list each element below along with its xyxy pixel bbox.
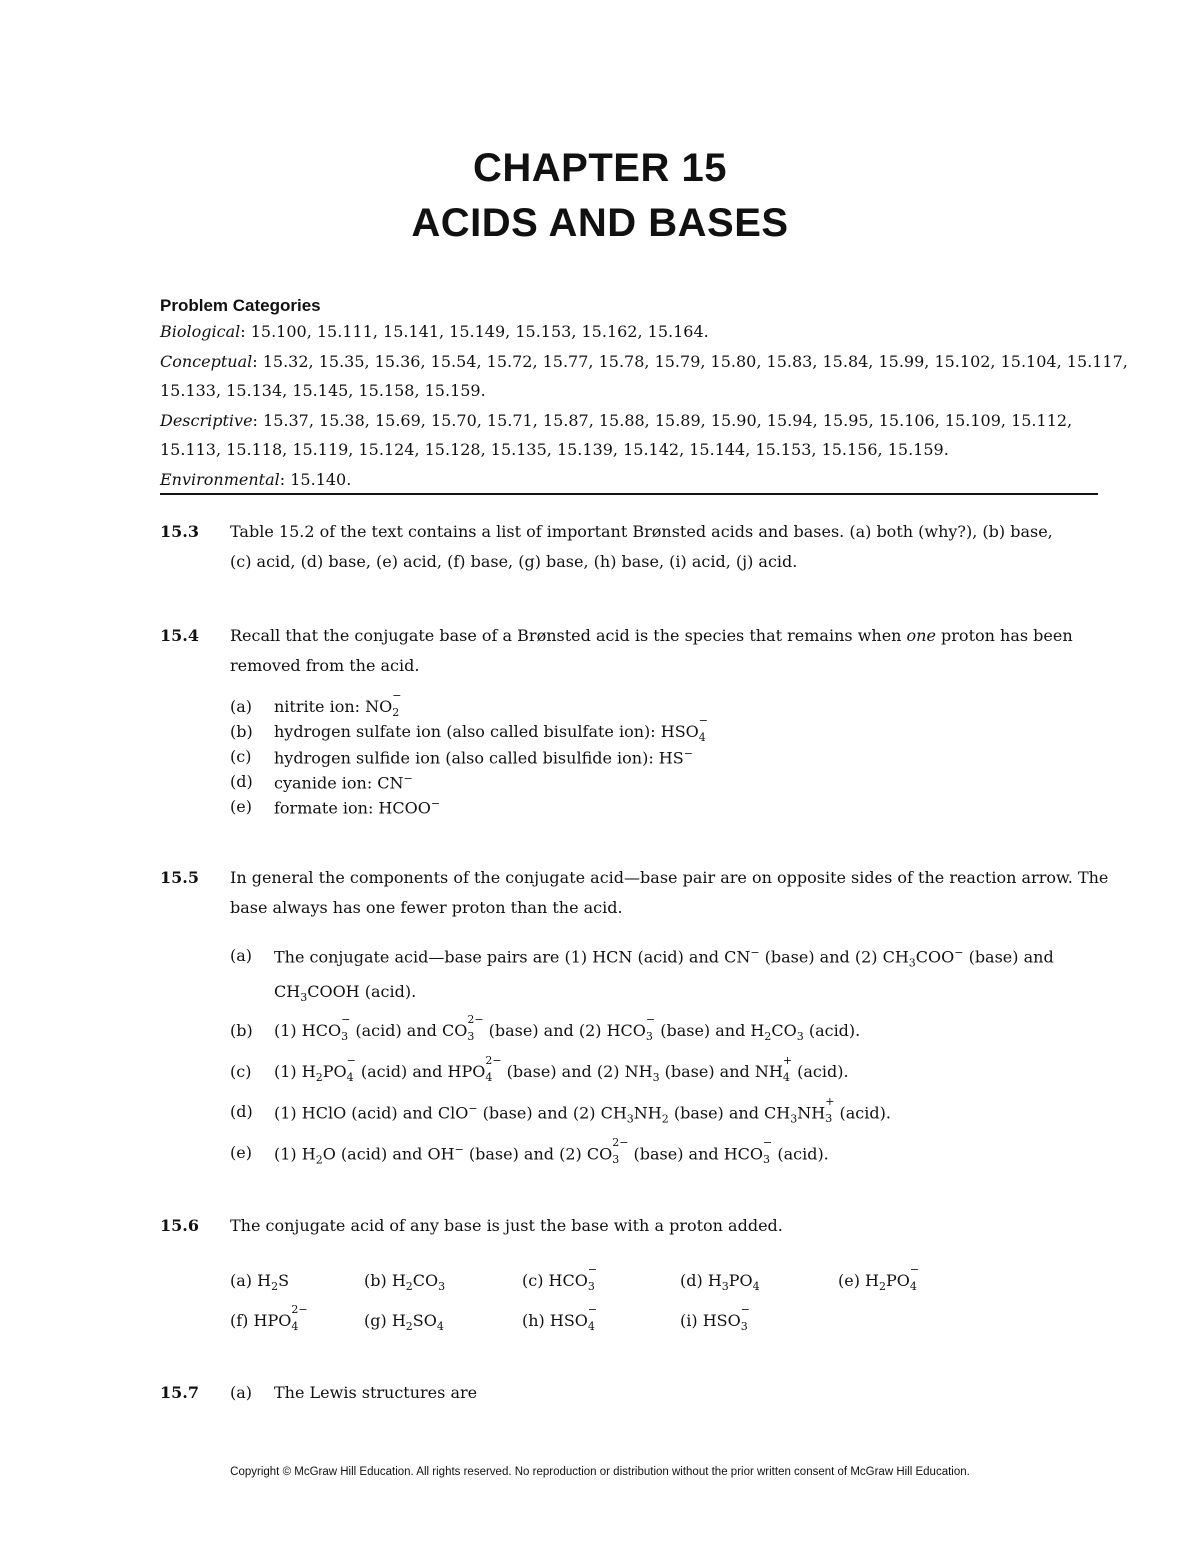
list-item: (1) HCO − 3 (acid) and CO 2− 3 (base) and (2) HCO − 3 (base) and $H_2CO_3$ (acid). (274, 1013, 861, 1044)
list-item: The conjugate acid—base pairs are (1) HCN (acid) and CN− (base) and (2) $CH_3COO^-$ (base) and (274, 946, 1054, 970)
problem-15-4-number: 15.4 (160, 626, 199, 645)
descriptive-line-2: 15.113, 15.118, 15.119, 15.124, 15.128, 15.135, 15.139, 15.142, 15.144, 15.153, 15.156, 15.159. (160, 440, 949, 459)
item-label: (a) (230, 1383, 253, 1402)
problem-15-5-line-2: base always has one fewer proton than the acid. (230, 898, 623, 917)
list-item: hydrogen sulfide ion (also called bisulfide ion): HS− (274, 747, 693, 768)
problem-15-3-line-2: (c) acid, (d) base, (e) acid, (f) base, (g) base, (h) base, (i) acid, (j) acid. (230, 552, 798, 571)
problem-15-4-line-2: removed from the acid. (230, 656, 420, 675)
item-label: (d) (230, 1102, 253, 1121)
item-label: (a) (230, 697, 253, 716)
environmental-line: Environmental: 15.140. (160, 470, 352, 489)
item-label: (a) (230, 946, 253, 965)
problem-15-7-number: 15.7 (160, 1383, 199, 1402)
problem-15-3-number: 15.3 (160, 522, 199, 541)
list-item: (1) $H_2O$ (acid) and OH− (base) and (2) CO 2− 3 (base) and HCO − 3 (acid). (274, 1136, 829, 1167)
biological-line: Biological: 15.100, 15.111, 15.141, 15.149, 15.153, 15.162, 15.164. (160, 322, 709, 341)
problem-15-6-number: 15.6 (160, 1216, 199, 1235)
list-item: nitrite ion: NO − 2 (274, 689, 402, 719)
answer-c: (c) HCO − 3 (522, 1263, 598, 1293)
problem-15-4-line-1: Recall that the conjugate base of a Brønsted acid is the species that remains when one proton has been (230, 626, 1073, 645)
conceptual-line-2: 15.133, 15.134, 15.145, 15.158, 15.159. (160, 381, 486, 400)
conceptual-line-1: Conceptual: 15.32, 15.35, 15.36, 15.54, 15.72, 15.77, 15.78, 15.79, 15.80, 15.83, 15.84, 15.99, 15.102, 15.104, 15.117, (160, 352, 1128, 371)
list-item: formate ion: HCOO− (274, 797, 441, 818)
section-divider (160, 493, 1098, 495)
problem-15-5-number: 15.5 (160, 868, 199, 887)
item-label: (c) (230, 747, 252, 766)
answer-b: (b) $H_2CO_3$ (364, 1271, 446, 1294)
problem-15-5-line-1: In general the components of the conjugate acid—base pair are on opposite sides of the reaction arrow. The (230, 868, 1109, 887)
chapter-title: ACIDS AND BASES (411, 201, 789, 245)
list-item: cyanide ion: CN− (274, 772, 413, 793)
answer-i: (i) HSO − 3 (680, 1303, 750, 1333)
answer-h: (h) HSO − 4 (522, 1303, 598, 1333)
item-label: (e) (230, 797, 252, 816)
problem-15-7-text: The Lewis structures are (274, 1383, 478, 1402)
chapter-number: CHAPTER 15 (473, 146, 727, 190)
item-label: (b) (230, 1021, 253, 1040)
item-label: (c) (230, 1062, 252, 1081)
problem-categories-heading: Problem Categories (160, 296, 321, 315)
problem-15-6-line-1: The conjugate acid of any base is just the base with a proton added. (230, 1216, 783, 1235)
answer-d: (d) $H_3PO_4$ (680, 1271, 760, 1294)
copyright-footer: Copyright © McGraw Hill Education. All rights reserved. No reproduction or distribution without the prior written consent of McGraw Hill Education. (230, 1466, 970, 1478)
problem-15-3-line-1: Table 15.2 of the text contains a list of important Brønsted acids and bases. (a) both (why?), (b) base, (230, 522, 1053, 541)
list-item: (1) HClO (acid) and ClO− (base) and (2) $CH_3NH_2$ (base) and $CH_3NH$ + 3 (acid). (274, 1095, 891, 1126)
list-item: hydrogen sulfate ion (also called bisulfate ion): HSO − 4 (274, 714, 709, 744)
list-item-continuation: $CH_3COOH$ (acid). (274, 982, 417, 1005)
item-label: (b) (230, 722, 253, 741)
answer-a: (a) $H_2S$ (230, 1271, 290, 1294)
item-label: (e) (230, 1143, 252, 1162)
item-label: (d) (230, 772, 253, 791)
answer-g: (g) $H_2SO_4$ (364, 1311, 444, 1334)
answer-e: (e) $H_2PO$ − 4 (838, 1263, 920, 1294)
descriptive-line-1: Descriptive: 15.37, 15.38, 15.69, 15.70, 15.71, 15.87, 15.88, 15.89, 15.90, 15.94, 15.95, 15.106, 15.109, 15.112, (160, 411, 1073, 430)
answer-f: (f) HPO 2− 4 (230, 1303, 308, 1333)
list-item: (1) $H_2PO$ − 4 (acid) and HPO 2− 4 (base) and (2) $NH_3$ (base) and NH + 4 (acid). (274, 1054, 849, 1085)
